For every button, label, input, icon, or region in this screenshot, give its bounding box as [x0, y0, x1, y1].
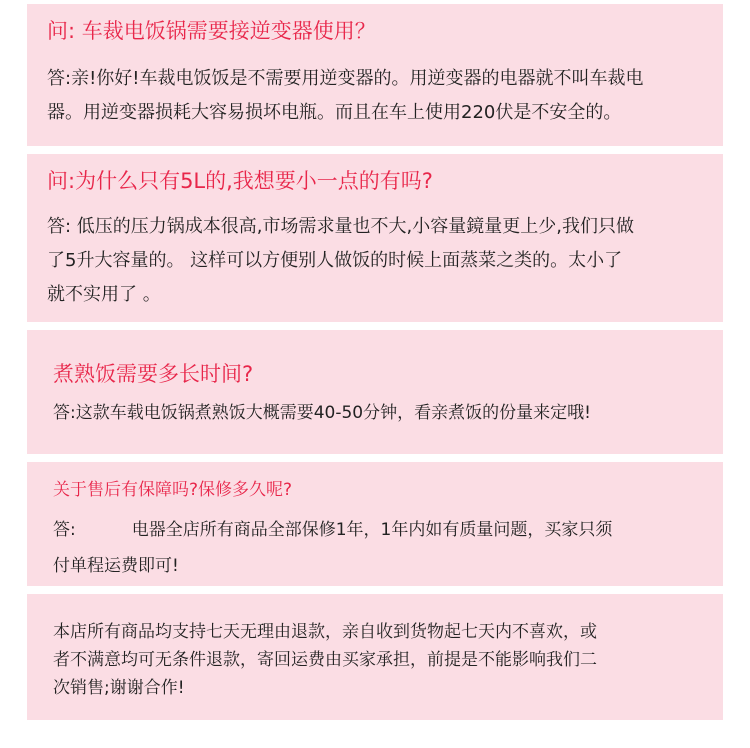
answer-line: 付单程运费即可!: [53, 556, 179, 576]
policy-line: 者不满意均可无条件退款，寄回运费由买家承担，前提是不能影响我们二: [53, 650, 597, 670]
faq-answer: [53, 512, 612, 584]
answer-line: 了5升大容量的。 这样可以方便别人做饭的时候上面蒸菜之类的。太小了: [47, 250, 623, 271]
faq-answer: [47, 62, 644, 130]
answer-prefix: 答:: [53, 520, 76, 540]
answer-line: 器。用逆变器损耗大容易损坏电瓶。而且在车上使用220伏是不安全的。: [47, 102, 622, 123]
return-policy-text: [53, 618, 597, 702]
answer-line: 答: 低压的压力锅成本很高,市场需求量也不大,小容量鏡量更上少,我们只做: [47, 216, 634, 237]
answer-text: 电器全店所有商品全部保修1年，1年内如有质量问题，买家只须: [131, 520, 613, 540]
faq-answer: [53, 400, 591, 426]
return-policy-card: [27, 594, 723, 720]
faq-card-inverter: [27, 4, 723, 146]
faq-answer: [47, 210, 634, 312]
faq-question: 关于售后有保障吗?保修多久呢?: [53, 480, 293, 500]
answer-line: 答:这款车载电饭锅煮熟饭大概需要40-50分钟，看亲煮饭的份量来定哦!: [53, 403, 591, 423]
policy-line: 次销售;谢谢合作!: [53, 678, 185, 698]
answer-line: 就不实用了 。: [47, 284, 161, 305]
faq-question: 煮熟饭需要多长时间?: [53, 362, 254, 386]
faq-card-capacity: [27, 154, 723, 322]
policy-line: 本店所有商品均支持七天无理由退款，亲自收到货物起七天内不喜欢，或: [53, 622, 597, 642]
answer-line: [53, 512, 612, 548]
faq-question: 问: 车裁电饭锅需要接逆变器使用？: [47, 19, 376, 43]
answer-line: 答:亲!你好!车裁电饭饭是不需要用逆变器的。用逆变器的电器就不叫车裁电: [47, 68, 644, 89]
faq-question: 问:为什么只有5L的,我想要小一点的有吗?: [47, 169, 433, 193]
faq-card-warranty: [27, 462, 723, 586]
faq-card-cooking-time: [27, 330, 723, 454]
